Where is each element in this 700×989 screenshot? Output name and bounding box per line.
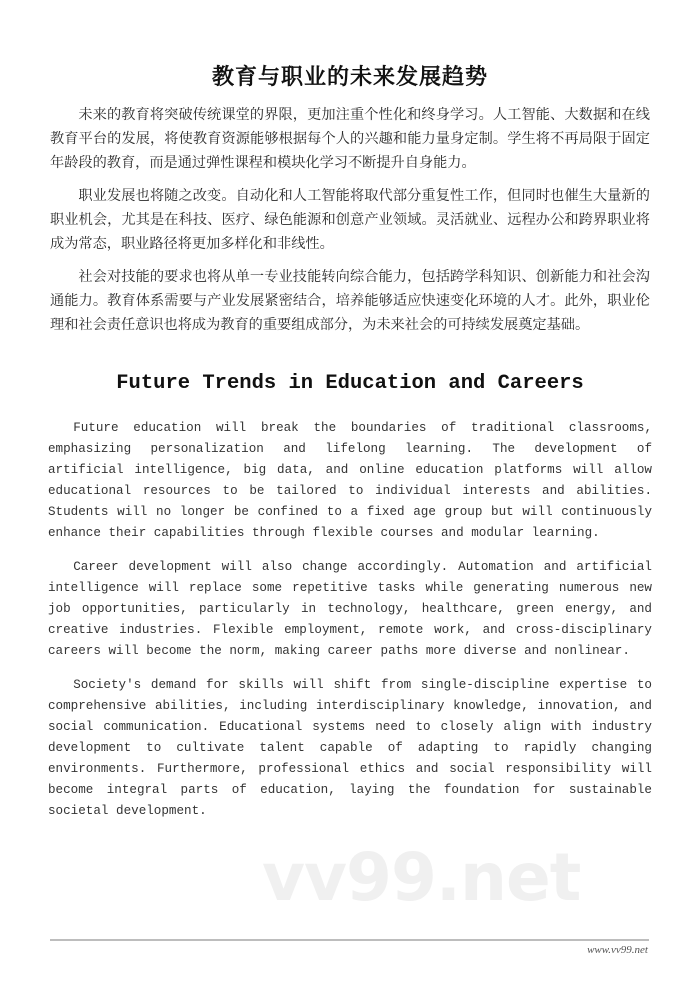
chinese-paragraph-3: 社会对技能的要求也将从单一专业技能转向综合能力，包括跨学科知识、创新能力和社会沟通能力。教育体系需要与产业发展紧密结合，培养能够适应快速变化环境的人才。此外，职业伦理和社会责任意识也将成为教育的重要组成部分，为未来社会的可持续发展奠定基础。 xyxy=(50,269,650,333)
footer-divider xyxy=(50,939,649,941)
english-paragraph-2: Career development will also change accordingly. Automation and artificial intelligence will replace some repetitive tasks while generating numerous new job opportunities, particularly in technology, healthcare, green energy, and creative industries. Flexible employment, remote work, and cross-disciplinary careers will become the norm, making career paths more diverse and nonlinear. xyxy=(48,560,652,658)
english-paragraph-1: Future education will break the boundaries of traditional classrooms, emphasizing personalization and lifelong learning. The development of artificial intelligence, big data, and online education platforms will allow educational resources to be tailored to individual interests and abilities. Students will no longer be confined to a fixed age group but will continuously enhance their capabilities through flexible courses and modular learning. xyxy=(48,421,652,540)
english-body xyxy=(48,418,652,835)
chinese-paragraph-1: 未来的教育将突破传统课堂的界限，更加注重个性化和终身学习。人工智能、大数据和在线教育平台的发展，将使教育资源能够根据每个人的兴趣和能力量身定制。学生将不再局限于固定年龄段的教育，而是通过弹性课程和模块化学习不断提升自身能力。 xyxy=(50,107,650,171)
watermark: vv99.net xyxy=(262,839,581,916)
chinese-paragraph-2: 职业发展也将随之改变。自动化和人工智能将取代部分重复性工作，但同时也催生大量新的职业机会，尤其是在科技、医疗、绿色能源和创意产业领域。灵活就业、远程办公和跨界职业将成为常态，职业路径将更加多样化和非线性。 xyxy=(50,188,650,252)
chinese-body xyxy=(50,103,650,346)
chinese-title: 教育与职业的未来发展趋势 xyxy=(211,65,488,90)
footer-url: www.vv99.net xyxy=(587,944,648,956)
english-paragraph-3: Society's demand for skills will shift from single-discipline expertise to comprehensive abilities, including interdisciplinary knowledge, innovation, and social communication. Educational systems need to closely align with industry development to cultivate talent capable of adapting to rapidly changing environments. Furthermore, professional ethics and social responsibility will become integral parts of education, laying the foundation for sustainable societal development. xyxy=(48,678,652,818)
english-title: Future Trends in Education and Careers xyxy=(116,372,584,395)
